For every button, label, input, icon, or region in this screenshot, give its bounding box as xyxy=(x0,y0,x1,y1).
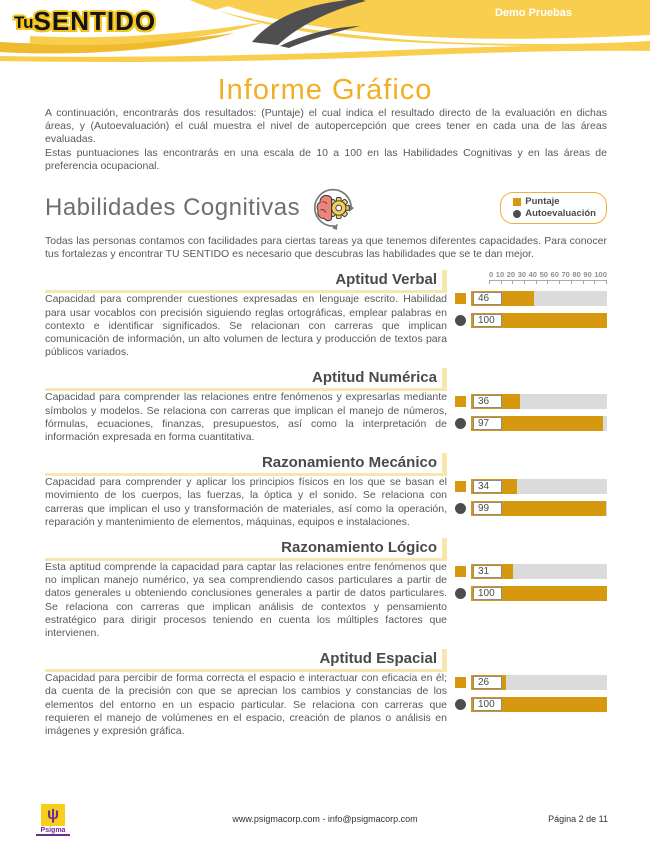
autoevaluacion-value: 100 xyxy=(473,698,502,711)
bar-track xyxy=(471,394,607,409)
aptitude-text-column xyxy=(45,270,447,359)
page-header xyxy=(0,0,650,62)
autoevaluacion-value: 100 xyxy=(473,587,502,600)
bar-track xyxy=(471,675,607,690)
psigma-logo-text: Psigma xyxy=(36,827,70,836)
autoevaluacion-circle-marker-icon xyxy=(455,699,466,710)
autoevaluacion-circle-marker-icon xyxy=(455,588,466,599)
puntaje-bar-row xyxy=(455,479,607,494)
aptitude-blocks xyxy=(45,270,607,738)
scale-numbers: 0 10 20 30 40 50 60 70 80 90 100 xyxy=(489,270,607,280)
aptitude-chart xyxy=(455,270,607,359)
intro-paragraph-1: A continuación, encontrarás dos resultados: (Puntaje) el cual indica el resultado directo de la evaluación en dichas áreas, y (Autoevaluación) el cuál muestra el nivel de autopercepción que crees tener en cada una de las áreas evaluadas. xyxy=(45,107,607,146)
aptitude-chart xyxy=(455,538,607,640)
autoevaluacion-bar-row xyxy=(455,501,607,516)
puntaje-square-marker-icon xyxy=(455,566,466,577)
puntaje-value: 31 xyxy=(473,565,502,578)
puntaje-value: 34 xyxy=(473,480,502,493)
footer-contact: www.psigmacorp.com - info@psigmacorp.com xyxy=(232,814,418,824)
legend-puntaje-label: Puntaje xyxy=(525,196,560,208)
logo-tu-text: Tu xyxy=(14,13,34,32)
aptitude-chart xyxy=(455,368,607,444)
aptitude-text-column xyxy=(45,368,447,444)
aptitude-text-column xyxy=(45,453,447,529)
section-title: Habilidades Cognitivas xyxy=(45,194,301,222)
aptitude-block-mecanico xyxy=(45,453,607,529)
page-number: Página 2 de 11 xyxy=(548,814,608,824)
puntaje-square-marker-icon xyxy=(455,396,466,407)
puntaje-square-marker-icon xyxy=(455,677,466,688)
aptitude-description: Capacidad para percibir de forma correcta el espacio e interactuar con eficacia en él; da cuenta de la precisión con que se aprecian los cambios y constancias de los elementos del entorno en un espacio particular. Se relaciona con carreras que requieren el manejo de volúmenes en el espacio, creación de planos o análisis en imágenes y expresión gráfica. xyxy=(45,672,447,738)
autoevaluacion-circle-marker-icon xyxy=(455,315,466,326)
aptitude-description: Capacidad para comprender las relaciones entre fenómenos y expresarlas mediante símbolos y modelos. Se relaciona con carreras que implican el manejo de números, fórmulas, ecuaciones, finanzas, presupuestos, así como la interpretación de información expresada en forma cuantitativa. xyxy=(45,391,447,444)
legend-puntaje xyxy=(513,196,596,208)
aptitude-block-verbal xyxy=(45,270,607,359)
puntaje-value: 26 xyxy=(473,676,502,689)
autoevaluacion-value: 100 xyxy=(473,314,502,327)
aptitude-title: Razonamiento Mecánico xyxy=(45,453,447,476)
aptitude-block-espacial xyxy=(45,649,607,738)
aptitude-title: Razonamiento Lógico xyxy=(45,538,447,561)
aptitude-description: Capacidad para comprender y aplicar los principios físicos en los que se basan el movimiento de los cuerpos, las fuerzas, la óptica y el sonido. Se relaciona con carreras que implican el uso y transformación de materiales, así como la operación, reparación y mantenimiento de elementos, máquinas, equipos e instalaciones. xyxy=(45,476,447,528)
aptitude-chart xyxy=(455,649,607,738)
autoevaluacion-bar-row xyxy=(455,586,607,601)
bar-track xyxy=(471,479,607,494)
aptitude-block-numerica xyxy=(45,368,607,444)
autoevaluacion-value: 99 xyxy=(473,502,502,515)
page-title: Informe Gráfico xyxy=(217,74,433,106)
legend-autoevaluacion xyxy=(513,208,596,220)
puntaje-bar-row xyxy=(455,564,607,579)
puntaje-square-swatch-icon xyxy=(513,198,521,206)
bar-track xyxy=(471,501,607,516)
aptitude-description: Capacidad para comprender cuestiones expresadas en lenguaje escrito. Habilidad para usar vocablos con precisión siguiendo reglas ortográficas, emplear palabras en contexto e identificar significados. Se relacionan con carreras que implican comunicación de información, un alto volumen de lectura y producción de textos para públicos variados. xyxy=(45,293,447,359)
autoevaluacion-circle-swatch-icon xyxy=(513,210,521,218)
aptitude-text-column xyxy=(45,649,447,738)
autoevaluacion-bar-row xyxy=(455,416,607,431)
puntaje-bar-row xyxy=(455,394,607,409)
bar-track xyxy=(471,564,607,579)
puntaje-bar-row xyxy=(455,291,607,306)
scale-ticks xyxy=(489,280,607,285)
puntaje-value: 36 xyxy=(473,395,502,408)
intro-paragraph-2: Estas puntuaciones las encontrarás en una escala de 10 a 100 en las Habilidades Cognitivas y en las áreas de preferencia ocupacional. xyxy=(45,146,607,172)
logo-sentido-text: SENTIDO xyxy=(33,6,157,36)
puntaje-square-marker-icon xyxy=(455,481,466,492)
section-header xyxy=(45,184,607,232)
section-description: Todas las personas contamos con facilidades para ciertas tareas ya que tenemos diferentes capacidades. Para conocer tus fortalezas y encontrar TU SENTIDO es necesario que descubras las habilidades que se te dan mejor. xyxy=(45,235,607,261)
puntaje-bar-row xyxy=(455,675,607,690)
aptitude-text-column xyxy=(45,538,447,640)
aptitude-description: Esta aptitud comprende la capacidad para captar las relaciones entre fenómenos que no implican manejo numérico, ya sea comprendiendo casos particulares a partir de datos generales u obteniendo conclusiones generales a partir de datos particulares. Se relaciona con carreras que implican análisis de contextos y pensamiento estratégico para dirigir procesos teniendo en cuenta los múltiples factores que intervienen. xyxy=(45,561,447,640)
bar-track xyxy=(471,697,607,712)
bar-track xyxy=(471,586,607,601)
autoevaluacion-circle-marker-icon xyxy=(455,503,466,514)
brain-gear-icon xyxy=(310,185,356,231)
aptitude-title: Aptitud Verbal xyxy=(45,270,447,293)
bar-track xyxy=(471,313,607,328)
legend xyxy=(500,192,607,224)
aptitude-title: Aptitud Numérica xyxy=(45,368,447,391)
aptitude-title: Aptitud Espacial xyxy=(45,649,447,672)
legend-autoevaluacion-label: Autoevaluación xyxy=(525,208,596,220)
tusentido-logo xyxy=(14,6,156,37)
puntaje-value: 46 xyxy=(473,292,502,305)
autoevaluacion-bar-row xyxy=(455,697,607,712)
puntaje-square-marker-icon xyxy=(455,293,466,304)
bar-track xyxy=(471,416,607,431)
aptitude-chart xyxy=(455,453,607,529)
aptitude-block-logico xyxy=(45,538,607,640)
autoevaluacion-bar-row xyxy=(455,313,607,328)
demo-pruebas-label: Demo Pruebas xyxy=(494,7,572,19)
autoevaluacion-value: 97 xyxy=(473,417,502,430)
bar-track xyxy=(471,291,607,306)
autoevaluacion-circle-marker-icon xyxy=(455,418,466,429)
psigma-bird-icon: ψ xyxy=(41,804,65,826)
